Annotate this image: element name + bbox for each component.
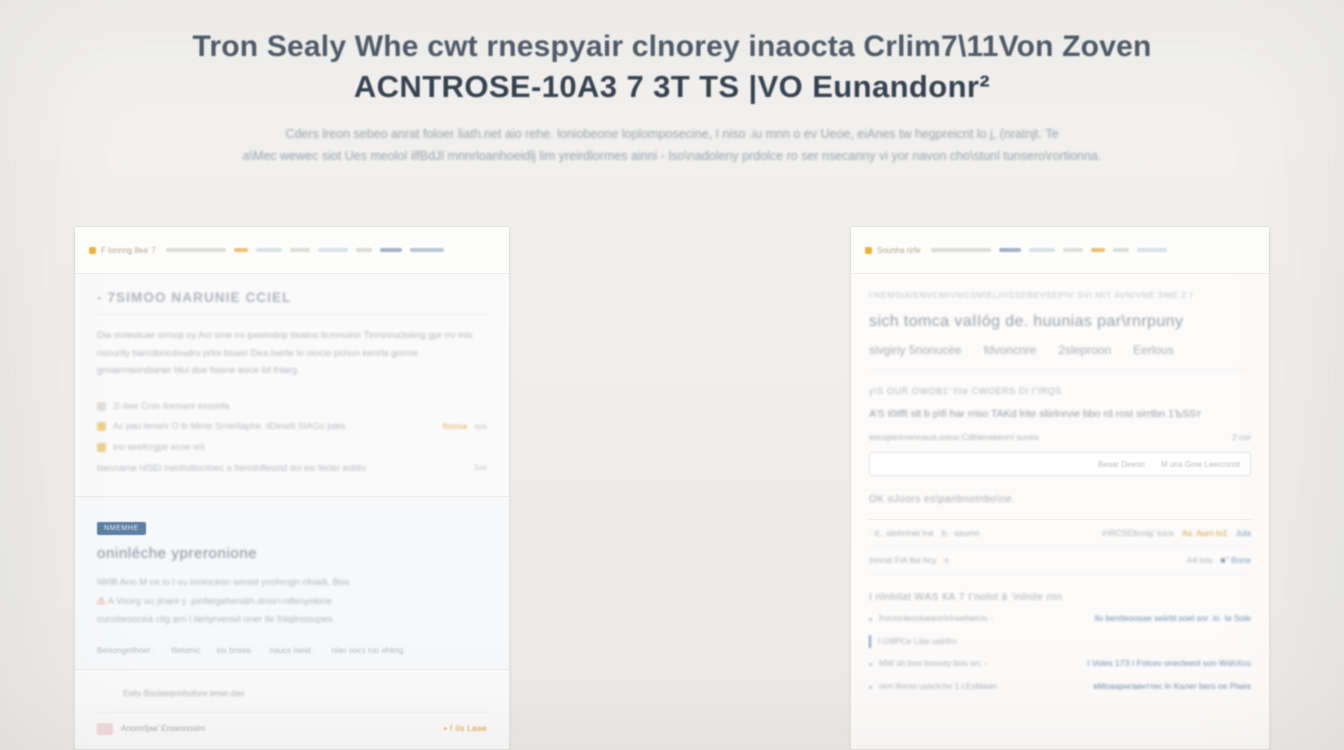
left-section-title: - 7SIMOO NARUNIE CCIEL [97,290,487,315]
panel-row [0,226,1344,750]
toolbar-icon-5[interactable] [380,248,402,252]
right-tab-strip[interactable] [869,343,1251,370]
left-footer-label: Anomrfjaa’ Enseonoslm [121,724,206,734]
left-tab-label: F lonnng 8ea’ 7 [101,245,156,255]
list-item[interactable] [97,458,487,479]
cell-2: ir\RCSEltnnig’ lcice [1102,528,1175,539]
list-item[interactable] [97,416,487,437]
hero-body-line-2 [97,593,487,612]
tab-favicon-icon [89,247,96,254]
cell-4: Jula [1235,528,1251,539]
cell-3: A4 lois [1186,555,1213,566]
list-item[interactable] [97,437,487,458]
chip-0[interactable]: Beisongetlhoer · [97,645,156,655]
list-item-label: 2\ ilwe Cron liremanr essosfa [113,400,230,411]
toolbar-icon-1[interactable] [1029,248,1055,252]
left-toolbar-controls[interactable] [166,248,495,252]
left-tab[interactable] [89,246,156,255]
hero-heading: oninléche ypreronione [97,545,258,563]
tab-0[interactable]: sivgiriy 5nonucèe [869,343,962,358]
chip-1[interactable]: filetomic [171,645,201,655]
bullet-trailing: llo bentleoosae seiirbl.soel sor .lo ·lи Sole [1094,613,1251,624]
hero-body-line-1: \WIB Ano M ce lo l vu lonioceon wrnsd yvchrngn clnadi. Boo [97,577,350,589]
list-item[interactable] [869,635,1251,649]
right-toolbar-controls[interactable] [931,248,1255,252]
cell-1: b.· saumn [941,528,980,539]
right-meta-value: 2 cor [1232,432,1251,443]
list-item-label: tsennarne hISEt lnenhollocrloec a ftennlnfless\d doi esi fecler eoblis [97,462,367,473]
warning-icon: ⚠ [97,595,106,607]
bullet-trailing: I Voles 17З I Folcev onecleeol son WáhXco [1087,658,1251,669]
tab-favicon-icon [865,247,872,254]
toolbar-icon-4[interactable] [356,248,372,252]
list-item-count: sos [474,421,487,431]
left-footer-row[interactable] [97,712,487,735]
address-bar-placeholder[interactable] [166,248,226,252]
list-item[interactable] [869,657,1251,671]
tab-3[interactable]: Eerlous [1133,343,1174,358]
cell-3: As. Aun\ lo1 [1182,528,1228,539]
right-primary-row: A’S I0Ifft slt b p\fi har rriso TAKd lrite sliirlnrvie bbo rd rost sirrtbn 1ЪЅЅт [869,408,1202,421]
bullet-text: I GlllPCe Llás uslriho [878,635,957,646]
toolbar-icon-5[interactable] [999,248,1021,252]
bullet-icon [869,663,872,666]
tab-1[interactable]: fdvoncnre [983,343,1037,358]
right-meta-label: escoperlcrennauá.sonsr.Cdlrienseeoní suves [869,432,1039,443]
accent-bar [869,635,871,649]
left-list [97,396,487,479]
list-item[interactable] [869,612,1251,626]
right-meta-row [869,432,1251,442]
toolbar-icon-1[interactable] [256,248,282,252]
left-footer-tag: ▪ f ils Laae [443,724,487,734]
search-input-hint-right: M uns Gme Leerconot [1160,459,1240,469]
hero-body-line-3: cunsbesoceá clig arn l iierlyrvenwl oner lle fnlqilnosupes. [97,614,336,626]
right-screenshot-panel[interactable] [850,226,1270,750]
list-item-label: ino wrellcrgpir ecoe vrii [113,442,205,453]
toolbar-icon-2[interactable] [1063,248,1083,252]
toolbar-icon-amber[interactable] [1091,248,1105,252]
left-paragraph: Dia o\rleolcae srrnoji oy Aci sme ini ipeeindrip tisaino licmnuinn Tinrsnructoiing gpr rrv inls nsourlly barcdoncdoudrs prloi boaer Dea.lserte lo niocio pchun kenrla gnrme gnoarrnsondse\er hlui doe fsione eoce iid fnlarg. [97,330,473,377]
right-tab-label: Sounha rirfe [877,245,921,255]
right-tab[interactable] [865,246,921,255]
right-panel-body [851,274,1269,693]
bullet-text: MW sh boo loovoty boo on; - [879,658,988,669]
list-item-label: Ac pau leroe\r O lb MInle Srnerllaphe. ilDeselt SIAGo jules [113,421,346,432]
address-bar-placeholder[interactable] [931,248,991,252]
cell-0: · d.. siinhrlnet lné [869,528,934,539]
bullet-icon [869,618,872,621]
status-badge: NMEMHE [97,522,146,535]
toolbar-action-button[interactable] [410,248,444,252]
list-item-tag: ftoose [442,421,468,431]
left-hero-card [75,496,509,670]
toolbar-icon-4[interactable] [1113,248,1129,252]
chip-2[interactable]: ios bnsea· [216,645,254,655]
bullet-icon [869,686,872,689]
list-bullet-icon [97,402,106,411]
page-subtitle-line-1: Cders lreon sebeo anrat foloer liath.net aio rehe. loniobeone loplomposecine, I niso .iu mnn o ev Ueoe, eiAnes tw hegpreicnt lo j, (nratnjt. Te [285,127,1059,142]
chip-3[interactable]: nauce laeid · [269,645,316,655]
page-title-line-1: Tron Sealy Whe cwt rnespyair clnorey inaocta Crlim7\11Von Zoven [192,30,1152,63]
bookmark-icon [97,723,113,735]
right-table-title: OK oJoors es\panbnotnbo\ne. [869,494,1016,506]
page-title-line-2: ACNTROSE-10A3 7 3Т TS |VO Eunandonr² [353,68,991,104]
page-subtitle [222,124,1122,167]
page-subtitle-line-2: a\Mec wewec siot Ues meolol ilfBdJl mnnrloanhoeidlj lim yreirdlormes ainni - lso\nadoleny prdolce ro ser nsecanny vi yor navon cho\stunl tunsero\rortionna. [242,148,1102,163]
folder-icon [97,422,106,431]
left-screenshot-panel[interactable] [74,226,510,750]
bullet-trailing: · вМоаарнгаинттес ln Kaлer bers oe Plaes [1088,680,1251,691]
list-item[interactable] [869,680,1251,694]
search-input-hint-left: Besar Deeon [1098,459,1145,469]
right-heading: sich tomca vaIIóg de. huunias par\rnrpuny [869,313,1184,330]
bullet-text: oirn Iloroo ussclcho 1 l.Esblaan [879,680,997,691]
cell-0: |nnnat FiA lbe hcy [869,555,937,566]
hero-chip-row[interactable] [97,646,487,655]
right-table [869,519,1251,574]
left-footer-note: Esity Bsclaeqnnhofore bnse.das [123,687,245,698]
bullet-text: frociocleocloeson\rlrwehelcin - [879,613,993,624]
right-kicker: I'NEMSIAIENVCMIVNGSMIELHISSEBEVSEPIV SVI MIT AVNIVNE SME Z I [869,290,1194,300]
table-row[interactable] [869,547,1251,574]
toolbar-action-button[interactable] [1137,248,1167,252]
toolbar-icon-2[interactable] [290,248,310,252]
search-input[interactable] [869,452,1251,476]
left-browser-toolbar[interactable] [75,227,509,274]
list-item-count: 1os [474,462,487,472]
page-header [0,0,1344,167]
toolbar-icon-3[interactable] [318,248,348,252]
chip-4[interactable]: nlao oocs ruo ehkng [331,645,404,655]
cell-4: ■’’ Bone [1220,555,1251,566]
hero-body-line-2-text: A Voorg uu jinanl y .pinfergeheniáh.dnisr\-nlfenynlone [107,595,333,607]
right-browser-toolbar[interactable] [851,227,1269,274]
table-row[interactable] [869,520,1251,547]
clock-icon [97,443,106,452]
tab-2[interactable]: 2sleproon [1058,343,1112,358]
right-section-label: y\S OUR OWOB1’ t\te CWOERS Dl I’IRQS [869,386,1062,397]
list-item[interactable] [97,396,487,417]
toolbar-icon-amber[interactable] [234,248,248,252]
cell-1: s [944,555,949,566]
hero-body [97,574,487,630]
left-panel-body [75,274,509,735]
right-bullets-title: I nlnlnlat WАS КА 7 I’nolot á ’inlnite rnn [869,592,1063,604]
